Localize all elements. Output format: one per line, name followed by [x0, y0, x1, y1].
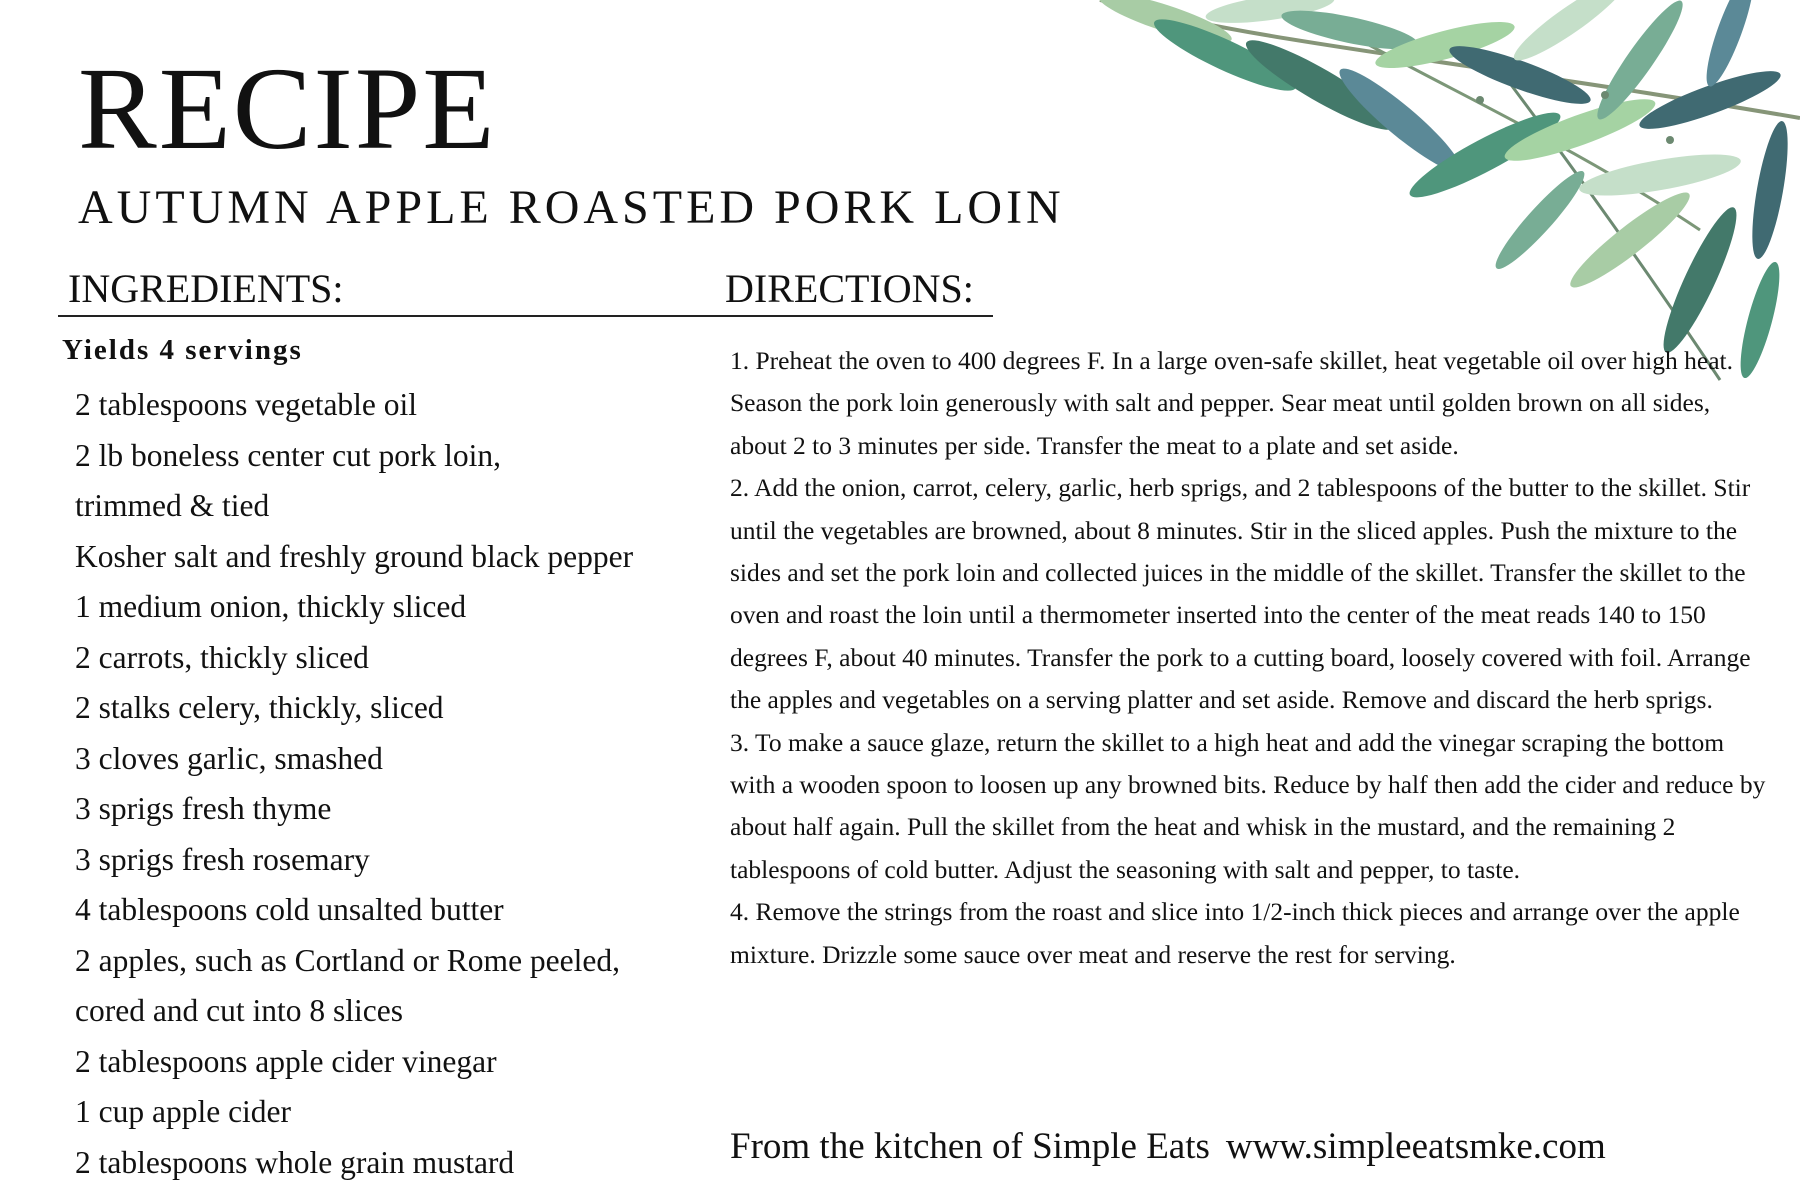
ingredient-item: 1 cup apple cider	[75, 1094, 292, 1129]
footer-credit	[730, 1125, 1606, 1168]
ingredient-item: 4 tablespoons cold unsalted butter	[75, 892, 504, 927]
website-link[interactable]: www.simpleeatsmke.com	[1225, 1126, 1606, 1167]
heading-divider	[58, 315, 993, 317]
recipe-title: AUTUMN APPLE ROASTED PORK LOIN	[78, 181, 1065, 234]
recipe-label: RECIPE	[78, 43, 497, 174]
ingredients-list	[75, 380, 715, 1188]
direction-step-4: 4. Remove the strings from the roast and slice into 1/2-inch thick pieces and arrange over the apple mixture. Drizzle some sauce over meat and reserve the rest for serving.	[730, 897, 1740, 969]
direction-step-1: 1. Preheat the oven to 400 degrees F. In a large oven-safe skillet, heat vegetable oil over high heat. Season the pork loin generously with salt and pepper. Sear meat until golden brown on all sides, about 2 to 3 minutes per side. Transfer the meat to a plate and set aside.	[730, 346, 1733, 460]
ingredient-item: 2 tablespoons apple cider vinegar	[75, 1043, 497, 1079]
ingredient-item: 2 apples, such as Cortland or Rome peeled,	[75, 942, 620, 978]
ingredient-item: 2 lb boneless center cut pork loin,	[75, 437, 502, 473]
ingredient-item: 3 sprigs fresh thyme	[75, 791, 332, 826]
direction-step-2: 2. Add the onion, carrot, celery, garlic, herb sprigs, and 2 tablespoons of the butter to the skillet. Stir until the vegetables are browned, about 8 minutes. Stir in the sliced apples. Push the mixture to the sides and set the pork loin and collected juices in the middle of the skillet. Transfer the skillet to the oven and roast the loin until a thermometer inserted into the center of the meat reads 140 to 150 degrees F, about 40 minutes. Transfer the pork to a cutting board, loosely covered with foil. Arrange the apples and vegetables on a serving platter and set aside. Remove and discard the herb sprigs.	[730, 473, 1751, 715]
ingredient-item: 2 tablespoons vegetable oil	[75, 387, 418, 422]
ingredient-item: Kosher salt and freshly ground black pepper	[75, 538, 634, 574]
kitchen-credit: From the kitchen of Simple Eats	[730, 1126, 1210, 1167]
directions-body	[730, 340, 1770, 976]
ingredients-heading: INGREDIENTS:	[68, 266, 344, 311]
ingredient-item: 3 sprigs fresh rosemary	[75, 841, 370, 877]
ingredient-item: 2 carrots, thickly sliced	[75, 639, 369, 675]
ingredient-item: cored and cut into 8 slices	[75, 993, 404, 1028]
ingredient-item: 3 cloves garlic, smashed	[75, 740, 383, 776]
ingredient-item: trimmed & tied	[75, 488, 270, 523]
directions-heading: DIRECTIONS:	[725, 266, 974, 311]
ingredient-item: 2 stalks celery, thickly, sliced	[75, 690, 444, 725]
ingredient-item: 2 tablespoons whole grain mustard	[75, 1144, 515, 1180]
direction-step-3: 3. To make a sauce glaze, return the skillet to a high heat and add the vinegar scraping the bottom with a wooden spoon to loosen up any browned bits. Reduce by half then add the cider and reduce by about half again. Pull the skillet from the heat and whisk in the mustard, and the remaining 2 tablespoons of cold butter. Adjust the seasoning with salt and pepper, to taste.	[730, 727, 1766, 884]
yield-servings: Yields 4 servings	[62, 334, 303, 366]
ingredient-item: 1 medium onion, thickly sliced	[75, 589, 467, 624]
